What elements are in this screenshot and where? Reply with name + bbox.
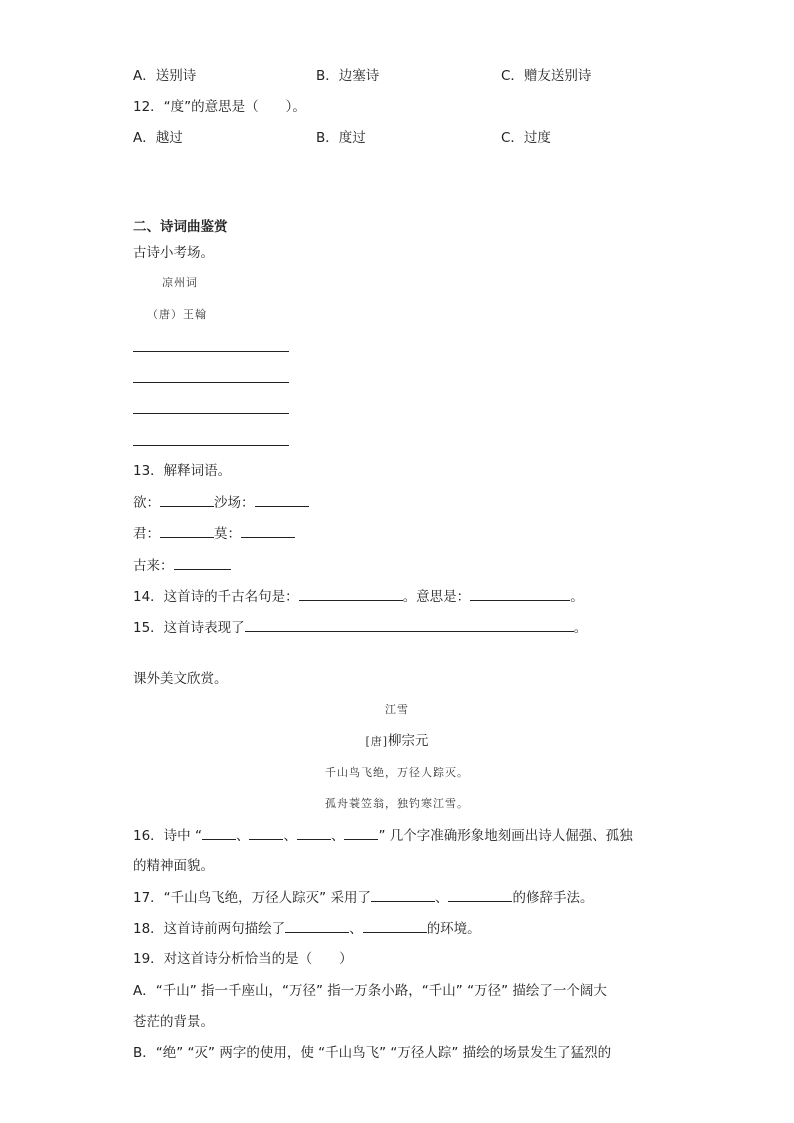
term-label: 古来： <box>133 558 174 574</box>
poem-answer-line[interactable] <box>133 445 289 446</box>
poem2-line: 千山鸟飞绝，万径人踪灭。 <box>325 766 469 779</box>
section-title: 二、诗词曲鉴赏 <box>133 219 228 235</box>
q18 <box>133 918 481 939</box>
q16 <box>133 825 633 846</box>
term-label: 欲： <box>133 495 160 511</box>
q17-text: 的修辞手法。 <box>512 890 594 906</box>
answer-blank[interactable] <box>245 617 574 632</box>
poem-answer-line[interactable] <box>133 413 289 414</box>
q11-option-b: B．边塞诗 <box>316 68 380 84</box>
answer-blank[interactable] <box>160 523 214 538</box>
answer-blank[interactable] <box>160 492 214 507</box>
q18-text: 的环境。 <box>426 921 481 937</box>
separator: 、 <box>235 828 250 844</box>
q11-option-c: C．赠友送别诗 <box>501 68 592 84</box>
q17 <box>133 887 593 908</box>
q13-stem: 13．解释词语。 <box>133 463 232 479</box>
separator: 、 <box>283 828 297 844</box>
section-intro: 古诗小考场。 <box>133 245 214 261</box>
answer-blank[interactable] <box>299 586 403 601</box>
answer-blank[interactable] <box>448 887 512 902</box>
answer-blank[interactable] <box>371 887 435 902</box>
answer-blank[interactable] <box>344 825 378 840</box>
answer-blank[interactable] <box>255 492 309 507</box>
q19-option-b: B．“绝” “灭” 两字的使用，使 “千山鸟飞” “万径人踪” 描绘的场景发生了猛烈的 <box>133 1045 612 1061</box>
q13-row-1 <box>133 492 309 513</box>
q13-row-3 <box>133 555 231 576</box>
term-label: 莫： <box>214 526 241 542</box>
q16-text: ” 几个字准确形象地刻画出诗人倔强、孤独 <box>378 828 633 844</box>
q15 <box>133 617 587 638</box>
poem2-author <box>0 731 794 752</box>
answer-blank[interactable] <box>297 825 331 840</box>
q18-text: 18．这首诗前两句描绘了 <box>133 921 286 937</box>
poem2-line: 孤舟蓑笠翁，独钓寒江雪。 <box>325 797 469 810</box>
poem1-title: 凉州词 <box>162 276 198 289</box>
q12-option-a: A．越过 <box>133 130 183 146</box>
q12-option-c: C．过度 <box>501 130 551 146</box>
poem2-dynasty: [唐] <box>365 735 389 748</box>
extra-reading-intro: 课外美文欣赏。 <box>133 671 228 687</box>
separator: 、 <box>434 890 449 906</box>
poem2-title: 江雪 <box>385 703 409 716</box>
separator: 、 <box>330 828 345 844</box>
q12-option-b: B．度过 <box>316 130 366 146</box>
q15-text: 。 <box>573 620 588 636</box>
q15-text: 15．这首诗表现了 <box>133 620 245 636</box>
poem2-author-name: 柳宗元 <box>388 733 429 749</box>
answer-blank[interactable] <box>174 555 231 570</box>
q12-stem: 12．“度”的意思是（ ）。 <box>133 99 306 115</box>
separator: 、 <box>349 921 363 937</box>
answer-blank[interactable] <box>363 918 427 933</box>
q16-text: 16．诗中 “ <box>133 828 202 844</box>
term-label: 君： <box>133 526 160 542</box>
poem-answer-line[interactable] <box>133 382 289 383</box>
term-label: 沙场： <box>214 495 255 511</box>
poem1-author: （唐）王翰 <box>147 308 207 321</box>
q13-row-2 <box>133 523 295 544</box>
q19-stem: 19．对这首诗分析恰当的是（ ） <box>133 951 353 967</box>
answer-blank[interactable] <box>202 825 236 840</box>
poem-answer-line[interactable] <box>133 351 289 352</box>
q14-text: 。 <box>570 589 584 605</box>
q19-option-a-cont: 苍茫的背景。 <box>133 1014 214 1030</box>
q11-option-a: A．送别诗 <box>133 68 197 84</box>
q14 <box>133 586 584 607</box>
answer-blank[interactable] <box>249 825 283 840</box>
answer-blank[interactable] <box>241 523 295 538</box>
answer-blank[interactable] <box>470 586 570 601</box>
q19-option-a: A．“千山” 指一千座山，“万径” 指一万条小路，“千山” “万径” 描绘了一个阔大 <box>133 983 607 999</box>
q14-text: 14．这首诗的千古名句是： <box>133 589 299 605</box>
q17-text: 17．“千山鸟飞绝，万径人踪灭” 采用了 <box>133 890 371 906</box>
q14-text: 。意思是： <box>402 589 471 605</box>
answer-blank[interactable] <box>285 918 349 933</box>
q16-line2: 的精神面貌。 <box>133 858 214 874</box>
